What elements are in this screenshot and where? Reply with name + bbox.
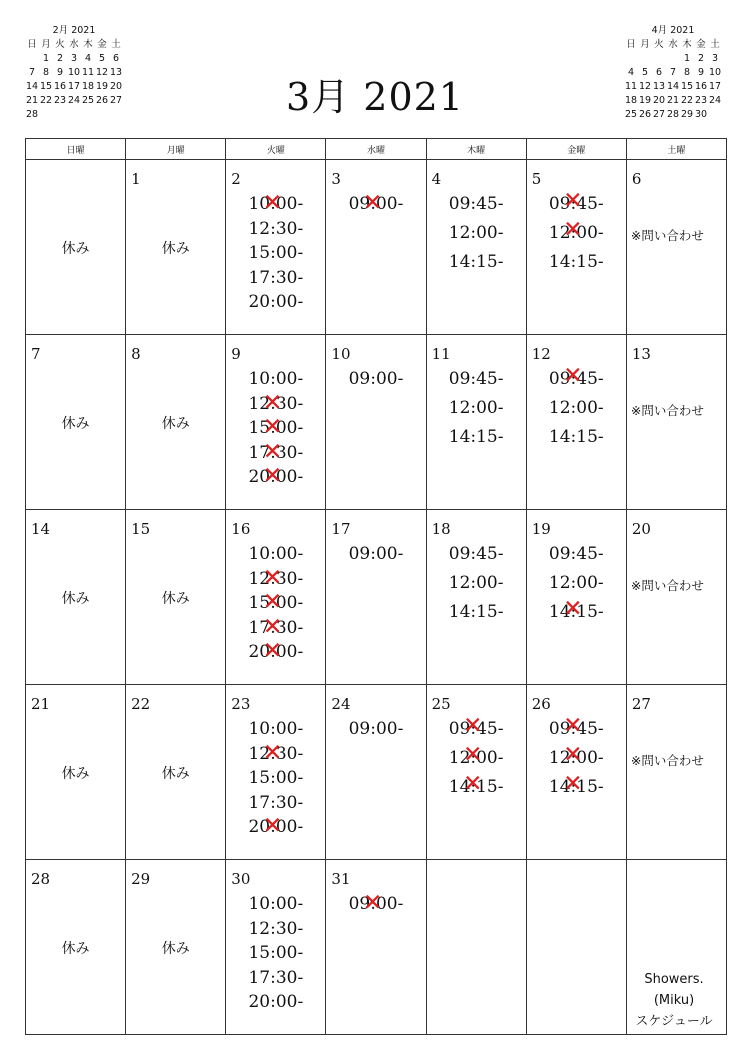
mini-day: 3 [70, 53, 78, 64]
booked-time-slot: 12:00- ✕ [427, 744, 526, 773]
mini-day: 10 [708, 67, 722, 78]
mini-day: 15 [680, 81, 694, 92]
day-number: 22 [131, 695, 151, 713]
available-time-slot: 09:45- [548, 544, 604, 564]
available-time-slot: 15:00- [248, 768, 304, 788]
mini-day: 25 [81, 95, 95, 106]
booked-time-slot: 10:00- ✕ [226, 192, 325, 217]
mini-day: 16 [694, 81, 708, 92]
mini-day: 7 [669, 67, 677, 78]
closed-label: 休み [161, 416, 190, 432]
day-cell [226, 510, 326, 685]
time-slot-list [326, 192, 425, 217]
week-row [26, 335, 727, 510]
day-number: 5 [531, 170, 542, 188]
day-cell [626, 160, 726, 335]
calendar-body [26, 160, 727, 1035]
booked-time-slot: 09:45- ✕ [527, 715, 626, 744]
day-number: 20 [631, 520, 651, 538]
day-number: 19 [531, 520, 551, 538]
booked-time-slot: 12:30- ✕ [226, 742, 325, 767]
time-slot-list [226, 542, 325, 665]
mini-day: 28 [25, 109, 39, 120]
mini-weekday-row [25, 38, 123, 52]
mini-day: 9 [56, 67, 64, 78]
available-time-slot: 17:30- [248, 967, 304, 988]
weekday-header: 火曜 [226, 139, 326, 160]
weekday-header: 土曜 [626, 139, 726, 160]
mini-week-row [624, 108, 722, 122]
mini-day: 4 [627, 67, 635, 78]
available-time-slot: 09:00- [348, 544, 404, 564]
day-number: 15 [131, 520, 151, 538]
mini-weekday: 金 [97, 39, 107, 50]
time-slot-list [527, 715, 626, 802]
mini-weekday: 木 [83, 39, 93, 50]
inquiry-label: ※問い合わせ [630, 578, 704, 593]
mini-weekday: 火 [55, 39, 65, 50]
day-cell [326, 335, 426, 510]
available-time-slot: 10:00- [248, 719, 304, 739]
day-number: 6 [631, 170, 642, 188]
available-time-slot: 12:00- [448, 398, 504, 418]
week-row [26, 160, 727, 335]
available-time-slot: 09:45- [448, 369, 504, 389]
available-time-slot: 09:00- [348, 369, 404, 389]
closed-label: 休み [61, 941, 90, 957]
available-time-slot: 17:30- [248, 267, 304, 288]
mini-week-row [624, 66, 722, 80]
mini-day: 20 [652, 95, 666, 106]
available-time-slot: 12:00- [448, 223, 504, 243]
mini-day: 2 [697, 53, 705, 64]
mini-day: 26 [638, 109, 652, 120]
day-number: 30 [231, 870, 251, 888]
weekday-header: 水曜 [326, 139, 426, 160]
mini-week-row [624, 80, 722, 94]
available-time-slot: 17:30- [248, 792, 304, 813]
schedule-signature [626, 969, 722, 1032]
mini-day: 18 [624, 95, 638, 106]
mini-day: 22 [680, 95, 694, 106]
closed-label: 休み [161, 766, 190, 782]
time-slot-list [527, 365, 626, 452]
page-title: 3月 2021 [286, 75, 464, 119]
day-number: 10 [331, 345, 351, 363]
time-slot-list [527, 540, 626, 627]
mini-day: 6 [655, 67, 663, 78]
inquiry-label: ※問い合わせ [630, 228, 704, 243]
day-number: 23 [231, 695, 251, 713]
signature-line: スケジュール [635, 1014, 713, 1029]
available-time-slot: 12:00- [548, 398, 604, 418]
mini-day: 24 [708, 95, 722, 106]
available-time-slot: 15:00- [248, 243, 304, 263]
booked-time-slot: 14:15- ✕ [527, 598, 626, 627]
day-cell [26, 160, 126, 335]
mini-day: 25 [624, 109, 638, 120]
closed-label: 休み [61, 416, 90, 432]
mini-day: 6 [112, 53, 120, 64]
available-time-slot: 12:00- [448, 573, 504, 593]
mini-weekday: 土 [111, 39, 121, 50]
signature-line: (Miku) [653, 993, 695, 1008]
mini-day: 4 [84, 53, 92, 64]
day-cell [326, 160, 426, 335]
time-slot-list [226, 717, 325, 840]
mini-day: 8 [42, 67, 50, 78]
mini-day: 1 [42, 53, 50, 64]
mini-weekday: 月 [41, 39, 51, 50]
booked-time-slot: 09:45- ✕ [427, 715, 526, 744]
booked-time-slot: 20:00- ✕ [226, 465, 325, 490]
closed-label: 休み [61, 591, 90, 607]
available-time-slot: 09:45- [448, 544, 504, 564]
next-month-grid [624, 38, 722, 122]
mini-day: 22 [39, 95, 53, 106]
available-time-slot: 10:00- [248, 544, 304, 564]
next-month-title: 4月 2021 [651, 25, 695, 36]
mini-day: 10 [67, 67, 81, 78]
day-number: 24 [331, 695, 351, 713]
mini-weekday: 金 [696, 39, 706, 50]
available-time-slot: 09:45- [448, 194, 504, 214]
booked-time-slot: 14:15- ✕ [427, 773, 526, 802]
mini-day [708, 108, 722, 122]
day-cell [426, 160, 526, 335]
mini-day: 12 [638, 81, 652, 92]
mini-day: 11 [81, 67, 95, 78]
mini-day: 21 [666, 95, 680, 106]
available-time-slot: 14:15- [448, 602, 504, 622]
day-number: 1 [131, 170, 141, 188]
weekday-header: 木曜 [426, 139, 526, 160]
week-row [26, 685, 727, 860]
day-number: 16 [231, 520, 251, 538]
day-number: 8 [131, 345, 141, 363]
mini-day: 28 [666, 109, 680, 120]
day-cell [526, 510, 626, 685]
day-cell [426, 685, 526, 860]
mini-day: 7 [28, 67, 36, 78]
time-slot-list [427, 715, 526, 802]
available-time-slot: 10:00- [248, 894, 304, 914]
next-month-mini-calendar [624, 24, 722, 122]
day-cell [26, 510, 126, 685]
mini-day: 27 [652, 109, 666, 120]
time-slot-list [226, 367, 325, 490]
booked-time-slot: 20:00- ✕ [226, 640, 325, 665]
mini-day: 9 [697, 67, 705, 78]
mini-weekday: 土 [710, 39, 720, 50]
mini-day: 14 [666, 81, 680, 92]
mini-day: 27 [109, 95, 123, 106]
day-number: 17 [331, 520, 351, 538]
weekday-header-row [26, 139, 727, 160]
month-calendar [25, 138, 727, 1035]
day-number: 28 [31, 870, 51, 888]
mini-weekday: 水 [668, 39, 678, 50]
mini-day: 23 [694, 95, 708, 106]
mini-weekday-row [624, 38, 722, 52]
day-cell [226, 685, 326, 860]
mini-day: 1 [683, 53, 691, 64]
mini-day [638, 52, 652, 66]
booked-time-slot: 12:00- ✕ [527, 744, 626, 773]
mini-day [624, 52, 638, 66]
day-cell [26, 335, 126, 510]
day-cell [226, 160, 326, 335]
mini-day: 30 [694, 109, 708, 120]
day-cell [626, 685, 726, 860]
time-slot-list [527, 190, 626, 277]
day-number: 18 [431, 520, 451, 538]
mini-day: 29 [680, 109, 694, 120]
booked-time-slot: 09:00- ✕ [326, 192, 425, 217]
time-slot-list [326, 892, 425, 917]
day-cell [426, 335, 526, 510]
booked-time-slot: 09:45- ✕ [527, 190, 626, 219]
day-number: 29 [131, 870, 151, 888]
day-number: 12 [531, 345, 551, 363]
available-time-slot: 20:00- [248, 992, 304, 1012]
mini-day: 19 [95, 81, 109, 92]
day-cell [326, 510, 426, 685]
mini-day [652, 52, 666, 66]
booked-time-slot: 17:30- ✕ [226, 441, 325, 466]
day-number: 21 [31, 695, 51, 713]
available-time-slot: 09:00- [348, 719, 404, 739]
mini-day: 13 [652, 81, 666, 92]
mini-day: 16 [53, 81, 67, 92]
day-cell [526, 160, 626, 335]
available-time-slot: 14:15- [448, 427, 504, 447]
day-cell [526, 335, 626, 510]
booked-time-slot: 15:00- ✕ [226, 591, 325, 616]
day-number: 4 [431, 170, 442, 188]
day-cell [526, 685, 626, 860]
booked-time-slot: 17:30- ✕ [226, 616, 325, 641]
day-cell [226, 335, 326, 510]
day-cell [126, 160, 226, 335]
time-slot-list [226, 892, 325, 1015]
day-cell [326, 860, 426, 1035]
day-number: 31 [331, 870, 351, 888]
day-cell [326, 685, 426, 860]
mini-day: 15 [39, 81, 53, 92]
mini-weekday: 火 [654, 39, 664, 50]
day-cell [26, 685, 126, 860]
mini-weekday: 水 [69, 39, 79, 50]
day-number: 14 [31, 520, 51, 538]
day-number: 7 [31, 345, 41, 363]
signature-line: Showers. [644, 972, 704, 987]
available-time-slot: 12:30- [248, 218, 304, 239]
mini-day: 14 [25, 81, 39, 92]
booked-time-slot: 14:15- ✕ [527, 773, 626, 802]
time-slot-list [427, 190, 526, 277]
inquiry-label: ※問い合わせ [630, 403, 704, 418]
day-cell [126, 685, 226, 860]
day-cell [626, 335, 726, 510]
weekday-header: 日曜 [26, 139, 126, 160]
mini-week-row [25, 52, 123, 66]
closed-label: 休み [161, 241, 190, 257]
week-row [26, 860, 727, 1035]
mini-day: 2 [56, 53, 64, 64]
available-time-slot: 12:30- [248, 918, 304, 939]
day-cell [426, 860, 526, 1035]
mini-day: 11 [624, 81, 638, 92]
day-cell [526, 860, 626, 1035]
mini-day: 18 [81, 81, 95, 92]
week-row [26, 510, 727, 685]
day-number: 26 [531, 695, 551, 713]
available-time-slot: 14:15- [548, 427, 604, 447]
mini-week-row [624, 52, 722, 66]
closed-label: 休み [161, 591, 190, 607]
time-slot-list [427, 365, 526, 452]
time-slot-list [326, 717, 425, 742]
available-time-slot: 12:00- [548, 573, 604, 593]
mini-weekday: 月 [640, 39, 650, 50]
closed-label: 休み [61, 241, 90, 257]
mini-day: 17 [708, 81, 722, 92]
day-number: 11 [431, 345, 451, 363]
day-number: 9 [231, 345, 241, 363]
day-number: 13 [631, 345, 651, 363]
mini-weekday: 木 [682, 39, 692, 50]
mini-day: 21 [25, 95, 39, 106]
booked-time-slot: 20:00- ✕ [226, 815, 325, 840]
mini-day: 26 [95, 95, 109, 106]
mini-day: 5 [98, 53, 106, 64]
mini-day [666, 52, 680, 66]
day-cell [626, 860, 726, 1035]
weekday-header: 金曜 [526, 139, 626, 160]
available-time-slot: 14:15- [448, 252, 504, 272]
time-slot-list [427, 540, 526, 627]
time-slot-list [326, 542, 425, 567]
mini-day: 24 [67, 95, 81, 106]
mini-day: 12 [95, 67, 109, 78]
mini-day: 20 [109, 81, 123, 92]
day-number: 3 [331, 170, 341, 188]
available-time-slot: 15:00- [248, 943, 304, 963]
day-cell [26, 860, 126, 1035]
day-number: 2 [231, 170, 241, 188]
booked-time-slot: 12:30- ✕ [226, 567, 325, 592]
booked-time-slot: 09:00- ✕ [326, 892, 425, 917]
mini-weekday: 日 [27, 39, 37, 50]
inquiry-label: ※問い合わせ [630, 753, 704, 768]
mini-week-row [624, 94, 722, 108]
time-slot-list [226, 192, 325, 315]
available-time-slot: 10:00- [248, 369, 304, 389]
booked-time-slot: 09:45- ✕ [527, 365, 626, 394]
booked-time-slot: 12:00- ✕ [527, 219, 626, 248]
day-number: 25 [431, 695, 451, 713]
mini-day: 5 [641, 67, 649, 78]
mini-day: 23 [53, 95, 67, 106]
available-time-slot: 20:00- [248, 292, 304, 312]
day-cell [126, 510, 226, 685]
mini-weekday: 日 [626, 39, 636, 50]
mini-day: 13 [109, 67, 123, 78]
day-number: 27 [631, 695, 651, 713]
mini-day: 8 [683, 67, 691, 78]
day-cell [226, 860, 326, 1035]
mini-day: 19 [638, 95, 652, 106]
time-slot-list [326, 367, 425, 392]
closed-label: 休み [161, 941, 190, 957]
mini-day: 17 [67, 81, 81, 92]
mini-day: 3 [711, 53, 719, 64]
booked-time-slot: 12:30- ✕ [226, 392, 325, 417]
day-cell [126, 335, 226, 510]
booked-time-slot: 15:00- ✕ [226, 416, 325, 441]
weekday-header: 月曜 [126, 139, 226, 160]
available-time-slot: 14:15- [548, 252, 604, 272]
prev-month-title: 2月 2021 [52, 25, 96, 36]
day-cell [126, 860, 226, 1035]
closed-label: 休み [61, 766, 90, 782]
day-cell [426, 510, 526, 685]
mini-day [25, 52, 39, 66]
day-cell [626, 510, 726, 685]
